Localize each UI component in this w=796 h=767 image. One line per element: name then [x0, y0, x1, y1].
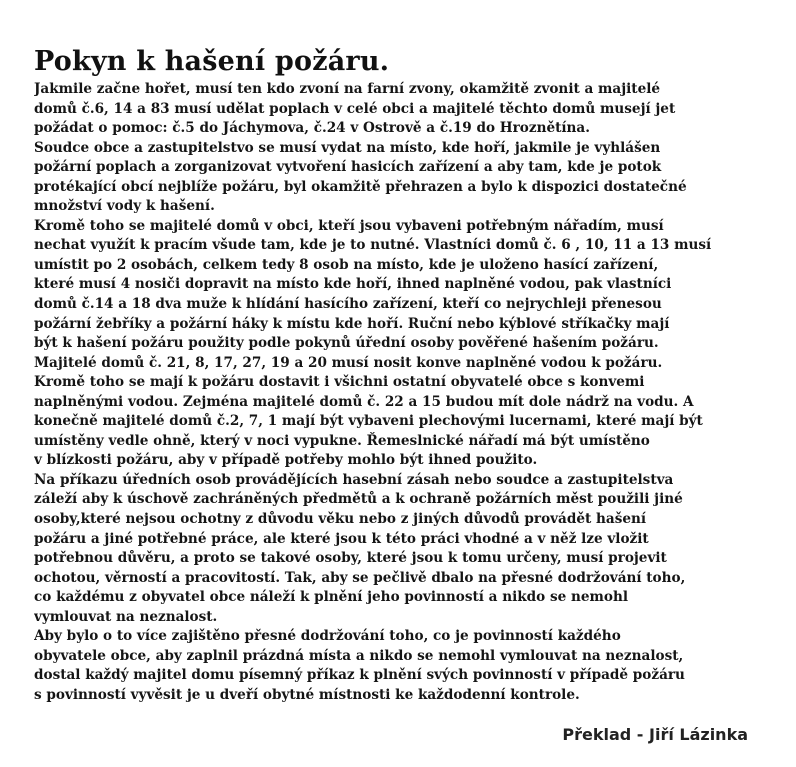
text-line: požární poplach a zorganizovat vytvoření hasicích zařízení a aby tam, kde je potok — [34, 159, 662, 176]
text-line: dostal každý majitel domu písemný příkaz k plnění svých povinností v případě požáru — [34, 667, 685, 684]
text-line: obyvatele obce, aby zaplnil prázdná místa a nikdo se nemohl vymlouvat na neznalost, — [34, 647, 684, 664]
text-line: Kromě toho se mají k požáru dostavit i všichni ostatní obyvatelé obce s konvemi — [34, 374, 645, 391]
text-line: co každému z obyvatel obce náleží k plnění jeho povinností a nikdo se nemohl — [34, 589, 629, 606]
text-line: záleží aby k úschově zachráněných předmětů a k ochraně požárních měst použili jiné — [34, 491, 683, 508]
text-line: které musí 4 nosiči dopravit na místo kde hoří, ihned naplněné vodou, pak vlastníci — [34, 276, 672, 293]
text-line: konečně majitelé domů č.2, 7, 1 mají být vybaveni plechovými lucernami, které mají být — [34, 413, 703, 430]
text-line: Majitelé domů č. 21, 8, 17, 27, 19 a 20 musí nosit konve naplněné vodou k požáru. — [34, 354, 663, 371]
text-line: naplněnými vodou. Zejména majitelé domů č. 22 a 15 budou mít dole nádrž na vodu. A — [34, 393, 694, 410]
text-line: Soudce obce a zastupitelstvo se musí vydat na místo, kde hoří, jakmile je vyhlášen — [34, 139, 661, 156]
text-line: umístit po 2 osobách, celkem tedy 8 osob na místo, kde je uloženo hasící zařízení, — [34, 256, 659, 273]
text-line: Na příkazu úředních osob provádějících hasební zásah nebo soudce a zastupitelstva — [34, 471, 674, 488]
text-line: s povinností vyvěsit je u dveří obytné místnosti ke každodenní kontrole. — [34, 686, 580, 703]
text-line: Jakmile začne hořet, musí ten kdo zvoní na farní zvony, okamžitě zvonit a majitelé — [34, 81, 661, 97]
text-line: být k hašení požáru použity podle pokynů úřední osoby pověřené hašením požáru. — [34, 335, 659, 352]
document-body — [34, 80, 774, 706]
text-line: umístěny vedle ohně, který v noci vypukne. Řemeslnické nářadí má být umístěno — [34, 432, 650, 449]
document-title: Pokyn k hašení požáru. — [34, 46, 390, 77]
text-line: množství vody k hašení. — [34, 198, 215, 215]
text-line: domů č.6, 14 a 83 musí udělat poplach v celé obci a majitelé těchto domů musejí jet — [34, 100, 676, 117]
text-line: Aby bylo o to více zajištěno přesné dodržování toho, co je povinností každého — [34, 628, 621, 645]
text-line: požární žebříky a požární háky k místu kde hoří. Ruční nebo kýblové stříkačky mají — [34, 315, 670, 332]
translation-credit: Překlad - Jiří Lázinka — [562, 725, 748, 744]
text-line: ochotou, věrností a pracovitostí. Tak, aby se pečlivě dbalo na přesné dodržování toho, — [34, 569, 686, 586]
text-line: osoby,které nejsou ochotny z důvodu věku nebo z jiných důvodů provádět hašení — [34, 511, 647, 528]
text-line: požáru a jiné potřebné práce, ale které jsou k této práci vhodné a v něž lze vložit — [34, 530, 649, 547]
text-line: nechat využít k pracím všude tam, kde je to nutné. Vlastníci domů č. 6 , 10, 11 a 13 musí — [34, 237, 712, 254]
text-line: požádat o pomoc: č.5 do Jáchymova, č.24 v Ostrově a č.19 do Hroznětína. — [34, 120, 590, 137]
text-line: Kromě toho se majitelé domů v obci, kteří jsou vybaveni potřebným nářadím, musí — [34, 217, 664, 234]
text-line: vymlouvat na neznalost. — [34, 608, 218, 625]
text-line: potřebnou důvěru, a proto se takové osoby, které jsou k tomu určeny, musí projevit — [34, 550, 667, 567]
text-line: v blízkosti požáru, aby v případě potřeby mohlo být ihned použito. — [34, 452, 538, 469]
text-line: domů č.14 a 18 dva muže k hlídání hasícího zařízení, kteří co nejrychleji přenesou — [34, 296, 662, 313]
text-line: protékající obcí nejblíže požáru, byl okamžitě přehrazen a bylo k dispozici dostatečné — [34, 178, 687, 195]
